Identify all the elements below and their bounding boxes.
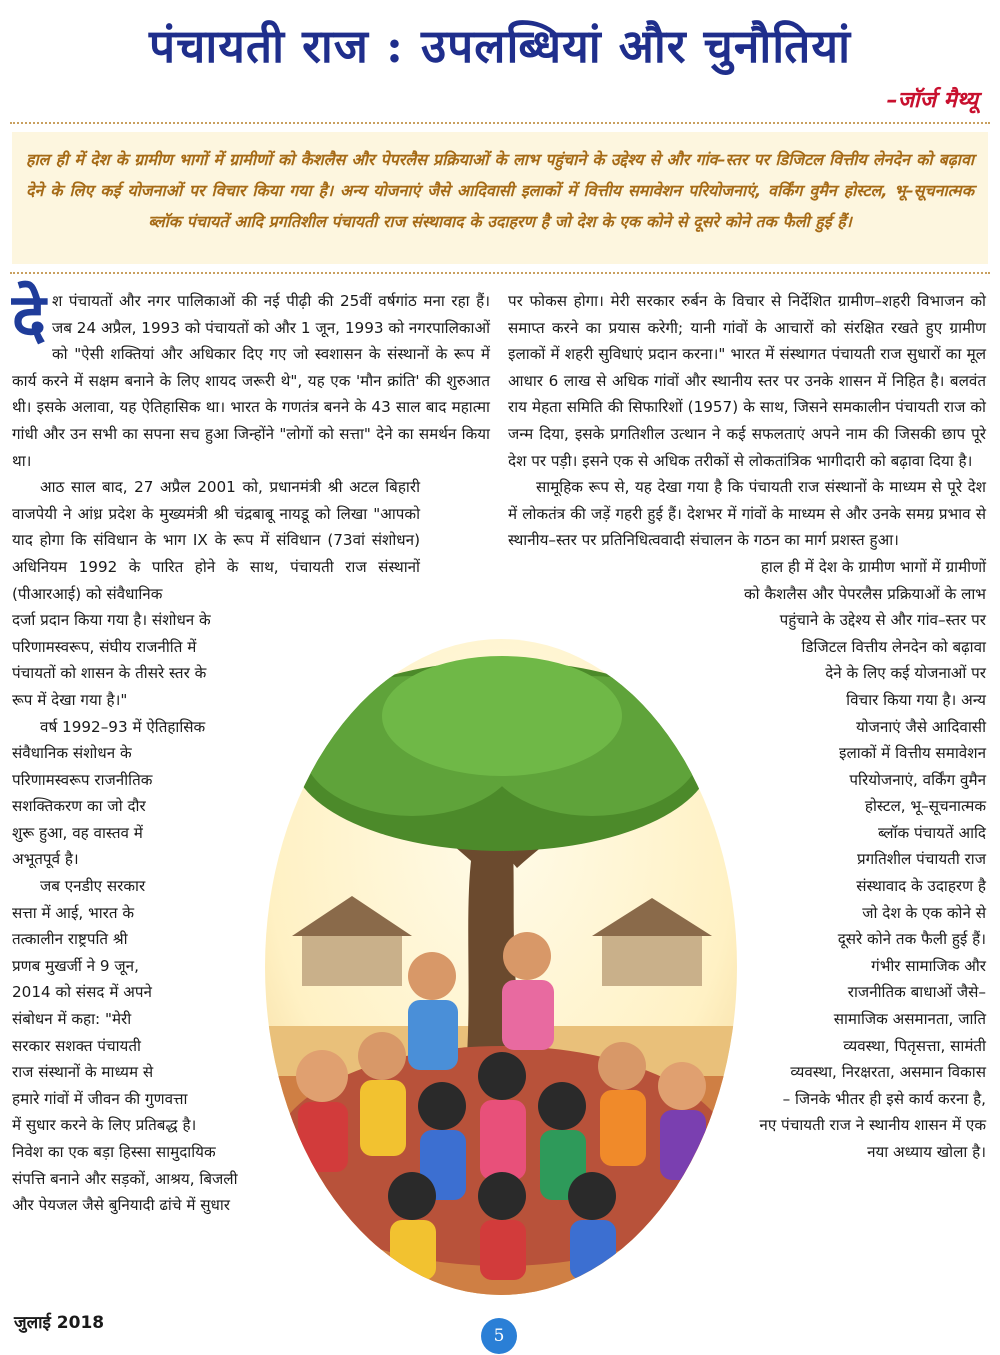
line: हमारे गांवों में जीवन की गुणवत्ता [12,1089,188,1108]
right-paragraph-3 [508,554,986,953]
line: परियोजनाएं, वर्किंग वुमैन [849,770,986,789]
abstract-box [12,132,988,264]
abstract-text: हाल ही में देश के ग्रामीण भागों में ग्रामीणों को कैशलैस और पेपरलैस प्रक्रियाओं के लाभ पहुंचाने के उद्देश्य से और गांव–स्तर पर डिजिटल वित्तीय लेनदेन को बढ़ावा देने के लिए कई योजनाओं पर विचार किया गया है। अन्य योजनाएं जैसे आदिवासी इलाकों में वित्तीय समावेशन परियोजनाएं, वर्किंग वुमैन होस्टल, भू–सूचनात्मक ब्लॉक पंचायतें आदि प्रगतिशील पंचायती राज संस्थावाद के उदाहरण है जो देश के एक कोने से दूसरे कोने तक फैली हुई हैं। [26,150,974,231]
line: व्यवस्था, निरक्षरता, असमान विकास [790,1063,986,1082]
line: जो देश के एक कोने से [862,903,986,922]
left-column [12,280,490,1219]
line: अभूतपूर्व है। [12,850,79,869]
left-paragraph-1: देश पंचायतों और नगर पालिकाओं की नई पीढ़ी की 25वीं वर्षगांठ मना रहा हैं। जब 24 अप्रैल, 1993 को पंचायतों को और 1 जून, 1993 को नगरपालिकाओं को "ऐसी शक्तियां और अधिकार दिए गए जो स्वशासन के संस्थानों के रूप में कार्य करने में सक्षम बनाने के लिए शायद जरूरी थे", यह एक 'मौन क्रांति' की शुरुआत थी। इसके अलावा, यह ऐतिहासिक था। भारत के गणतंत्र बनने के 43 साल बाद महात्मा गांधी और उन सभी का सपना सच हुआ जिन्होंने "लोगों को सत्ता" देने का समर्थन किया था। [12,280,490,470]
right-paragraph-4 [508,953,986,1166]
drop-cap: दे [12,280,46,355]
line: दर्जा प्रदान किया गया है। संशोधन के [12,611,211,630]
line: राज संस्थानों के माध्यम से [12,1063,154,1082]
line: गंभीर सामाजिक और [871,956,986,975]
line: विचार किया गया है। अन्य [846,690,986,709]
left-paragraph-2: आठ साल बाद, 27 अप्रैल 2001 को, प्रधानमंत्री श्री अटल बिहारी वाजपेयी ने आंध्र प्रदेश के मुख्यमंत्री श्री चंद्रबाबू नायडू को लिखा "आपको याद होगा कि संविधान के भाग IX के रूप में संविधान (73वां संशोधन) अधिनियम 1992 के पारित होने के साथ, पंचायती राज संस्थानों (पीआरआई) को संवैधानिक [12,478,420,603]
line: होस्टल, भू–सूचनात्मक [864,797,986,816]
line: प्रणब मुखर्जी ने 9 जून, [12,956,139,975]
line: शुरू हुआ, वह वास्तव में [12,823,143,842]
line: प्रगतिशील पंचायती राज [856,850,986,869]
line: संवैधानिक संशोधन के [12,744,132,763]
line: रूप में देखा गया है।" [12,690,128,709]
line: में सुधार करने के लिए प्रतिबद्ध है। [12,1116,197,1135]
page-title: पंचायती राज : उपलब्धियां और चुनौतियां [149,19,851,73]
line: योजनाएं जैसे आदिवासी [855,717,986,736]
line: परिणामस्वरूप राजनीतिक [12,770,153,789]
line: और पेयजल जैसे बुनियादी ढांचे में सुधार [12,1196,230,1215]
line: वर्ष 1992–93 में ऐतिहासिक [40,717,206,736]
line: संपत्ति बनाने और सड़कों, आश्रय, बिजली [12,1169,238,1188]
line: संबोधन में कहा: "मेरी [12,1010,132,1029]
line: सामाजिक असमानता, जाति [833,1010,986,1029]
line: नए पंचायती राज ने स्थानीय शासन में एक [759,1116,986,1135]
line: सरकार सशक्त पंचायती [12,1036,141,1055]
line: जब एनडीए सरकार [40,877,146,896]
line: – जिनके भीतर ही इसे कार्य करना है, [782,1089,986,1108]
line: दूसरे कोने तक फैली हुई हैं। [837,930,986,949]
line: को कैशलैस और पेपरलैस प्रक्रियाओं के लाभ [744,584,986,603]
line: ब्लॉक पंचायतें आदि [877,823,986,842]
top-divider [10,122,990,124]
page-number: 5 [481,1318,517,1354]
left-paragraph-4 [12,873,490,1219]
line: पहुंचाने के उद्देश्य से और गांव–स्तर पर [779,611,986,630]
line: देने के लिए कई योजनाओं पर [825,664,986,683]
right-column [508,288,986,1166]
line: राजनीतिक बाधाओं जैसे– [847,983,986,1002]
line: संस्थावाद के उदाहरण है [856,877,986,896]
line: 2014 को संसद में अपने [12,983,152,1002]
left-paragraph-3 [12,714,240,874]
line: इलाकों में वित्तीय समावेशन [839,744,986,763]
right-paragraph-2: सामूहिक रूप से, यह देखा गया है कि पंचायती राज संस्थानों के माध्यम से पूरे देश में लोकतंत्र की जड़ें गहरी हुई हैं। देशभर में गांवों के माध्यम से और उनके समग्र प्रभाव से स्थानीय–स्तर पर प्रतिनिधित्ववादी संचालन के गठन का मार्ग प्रशस्त हुआ। [508,478,986,550]
line: निवेश का एक बड़ा हिस्सा सामुदायिक [12,1143,216,1161]
line: परिणामस्वरूप, संघीय राजनीति में [12,637,197,656]
line: हाल ही में देश के ग्रामीण भागों में ग्रामीणों [760,557,986,576]
line: पंचायतों को शासन के तीसरे स्तर के [12,664,207,683]
abstract-divider [10,272,990,274]
line: तत्कालीन राष्ट्रपति श्री [12,930,128,949]
line: सशक्तिकरण का जो दौर [12,797,146,816]
line: सत्ता में आई, भारत के [12,903,135,922]
line: डिजिटल वित्तीय लेनदेन को बढ़ावा [801,637,986,656]
left-paragraph-2-wrap [12,607,322,713]
author-name: –जॉर्ज मैथ्यू [886,88,978,113]
line: नया अध्याय खोला है। [867,1143,986,1161]
right-paragraph-1: पर फोकस होगा। मेरी सरकार रुर्बन के विचार से निर्देशित ग्रामीण–शहरी विभाजन को समाप्त करने का प्रयास करेगी; यानी गांवों के आचारों को संरक्षित रखते हुए ग्रामीण इलाकों में शहरी सुविधाएं प्रदान करना।" भारत में संस्थागत पंचायती राज सुधारों का मूल आधार 6 लाख से अधिक गांवों और स्थानीय स्तर पर उनके शासन में निहित है। बलवंत राय मेहता समिति की सिफारिशों (1957) के साथ, जिसने समकालीन पंचायती राज को जन्म दिया, इसके प्रगतिशील उत्थान ने कई सफलताएं अपने नाम की जिसकी छाप पूरे देश पर पड़ी। इसने एक से अधिक तरीकों से लोकतांत्रिक भागीदारी को बढ़ावा दिया है। [508,292,986,470]
issue-date: जुलाई 2018 [14,1313,105,1333]
line: व्यवस्था, पितृसत्ता, सामंती [843,1036,986,1055]
